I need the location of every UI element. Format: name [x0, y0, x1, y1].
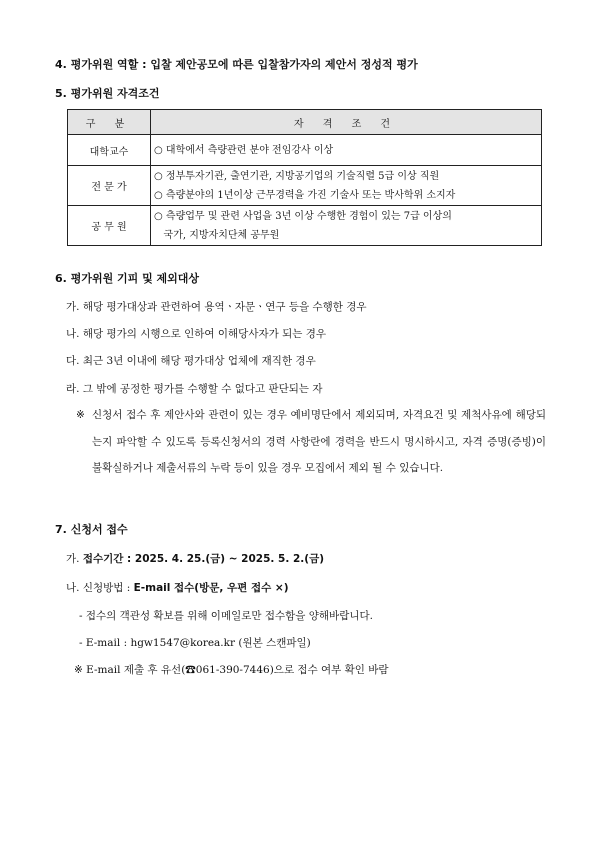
table-header-category: 구 분	[68, 110, 151, 135]
note-text: 신청서 접수 후 제안사와 관련이 있는 경우 예비명단에서 제외되며, 자격요건 및 제척사유에 해당되는지 파악할 수 있도록 등록신청서의 경력 사항란에 경력을 반드시 명시하시고, 자격 증명(증빙)이 불확실하거나 제출서류의 누락 등이 있을 경우 모집에서 제외 될 수 있습니다.	[92, 409, 546, 474]
table-row	[68, 166, 542, 206]
row-label: 전 문 가	[68, 166, 151, 206]
row-content	[151, 206, 542, 246]
section-number: 5.	[55, 87, 67, 100]
table-header-row	[68, 110, 542, 135]
method-text: E-mail 접수(방문, 우편 접수 ×)	[133, 582, 289, 594]
row-line: ○ 대학에서 측량관련 분야 전임강사 이상	[154, 144, 334, 156]
application-method	[66, 580, 289, 595]
section-title: 평가위원 자격조건	[70, 87, 160, 100]
section-title: 평가위원 기피 및 제외대상	[70, 272, 200, 285]
section-title: 평가위원 역할 : 입찰 제안공모에 따른 입찰참가자의 제안서 정성적 평가	[70, 58, 418, 71]
table-row	[68, 135, 542, 166]
row-line: ○ 측량분야의 1년이상 근무경력을 가진 기술사 또는 박사학위 소지자	[154, 189, 456, 201]
table-row	[68, 206, 542, 246]
exclusion-item: 가. 해당 평가대상과 관련하여 용역ㆍ자문ㆍ연구 등을 수행한 경우	[66, 301, 367, 313]
email-address: - E-mail : hgw1547@korea.kr (원본 스캔파일)	[79, 637, 311, 649]
exclusion-item: 다. 최근 3년 이내에 해당 평가대상 업체에 재직한 경우	[66, 355, 316, 367]
item-prefix: 나. 신청방법 :	[66, 582, 134, 594]
row-line: 국가, 지방자치단체 공무원	[154, 229, 280, 241]
table-header-qualification: 자 격 조 건	[151, 110, 542, 135]
section-6-heading	[55, 270, 199, 286]
row-label: 공 무 원	[68, 206, 151, 246]
qualification-table	[67, 109, 542, 246]
row-label: 대학교수	[68, 135, 151, 166]
section-title: 신청서 접수	[70, 523, 128, 536]
row-line: ○ 측량업무 및 관련 사업을 3년 이상 수행한 경험이 있는 7급 이상의	[154, 210, 452, 222]
section-number: 7.	[55, 523, 67, 536]
section-5-heading	[55, 85, 160, 101]
confirmation-note: ※ E-mail 제출 후 유선(☎061-390-7446)으로 접수 여부 확인 바람	[74, 664, 389, 676]
item-prefix: 가.	[66, 553, 83, 565]
reference-mark: ※	[76, 409, 85, 421]
row-content	[151, 135, 542, 166]
period-text: 접수기간 : 2025. 4. 25.(금) ~ 2025. 5. 2.(금)	[82, 553, 325, 565]
exclusion-item: 나. 해당 평가의 시행으로 인하여 이해당사자가 되는 경우	[66, 328, 326, 340]
row-line: ○ 정부투자기관, 출연기관, 지방공기업의 기술직렬 5급 이상 직원	[154, 170, 440, 182]
exclusion-note	[76, 402, 546, 482]
method-subnote: - 접수의 객관성 확보를 위해 이메일로만 접수함을 양해바랍니다.	[79, 610, 373, 622]
row-content	[151, 166, 542, 206]
section-number: 6.	[55, 272, 67, 285]
application-period	[66, 551, 324, 566]
exclusion-item: 라. 그 밖에 공정한 평가를 수행할 수 없다고 판단되는 자	[66, 383, 323, 395]
section-number: 4.	[55, 58, 67, 71]
section-4-heading	[55, 56, 418, 72]
section-7-heading	[55, 521, 128, 537]
